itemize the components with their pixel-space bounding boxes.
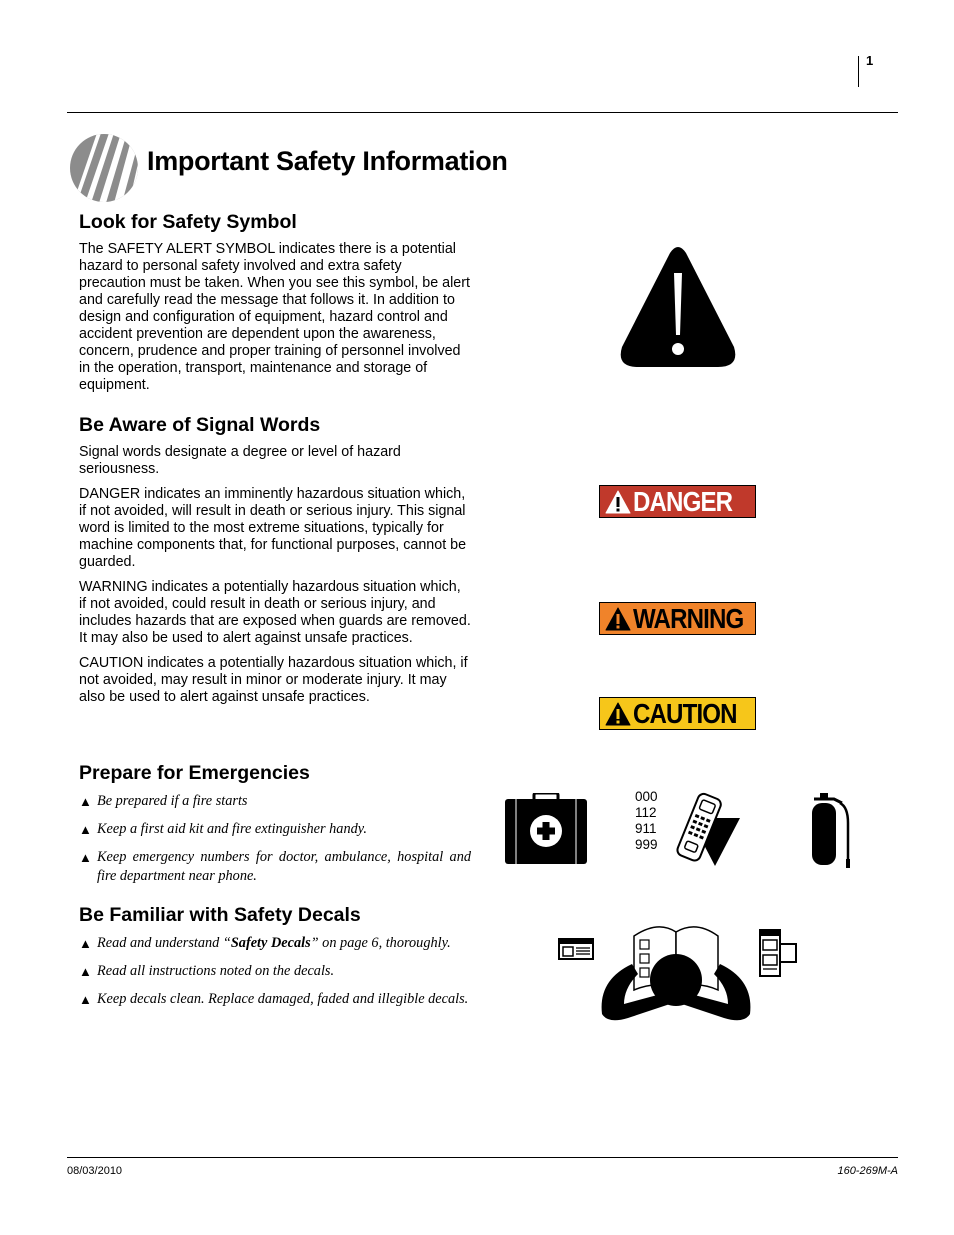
header-rule bbox=[67, 112, 898, 113]
bullet-triangle-icon: ▲ bbox=[79, 936, 92, 951]
section-safety-decals bbox=[79, 903, 471, 1018]
alert-triangle-icon bbox=[605, 702, 631, 726]
section-heading: Prepare for Emergencies bbox=[79, 762, 310, 784]
warning-decal bbox=[599, 602, 756, 635]
read-decals-icon bbox=[558, 918, 800, 1026]
list-item: ▲ Keep decals clean. Replace damaged, faded and illegible decals. bbox=[79, 991, 469, 1007]
danger-description: DANGER indicates an imminently hazardous situation which, if not avoided, will result in death or serious injury. This signal word is limited to the most extreme situations, typically for machine components that, for functional purposes, cannot be guarded. bbox=[79, 486, 467, 570]
bullet-triangle-icon: ▲ bbox=[79, 992, 92, 1007]
danger-label: DANGER bbox=[633, 485, 733, 517]
bullet-triangle-icon: ▲ bbox=[79, 794, 92, 809]
page-number: 1 bbox=[866, 53, 874, 68]
list-item: ▲ Keep emergency numbers for doctor, ambulance, hospital and fire department near phone. bbox=[79, 849, 471, 884]
section-heading: Be Familiar with Safety Decals bbox=[79, 904, 361, 926]
page-title: Important Safety Information bbox=[147, 146, 508, 176]
section-emergencies bbox=[79, 761, 471, 895]
first-aid-kit-icon bbox=[504, 793, 588, 865]
caution-decal bbox=[599, 697, 756, 730]
emergency-number: 000 bbox=[635, 789, 658, 804]
footer-document-id: 160-269M-A bbox=[837, 1165, 898, 1177]
list-item: ▲ Be prepared if a fire starts bbox=[79, 793, 248, 809]
section-safety-symbol bbox=[79, 210, 471, 402]
phone-icon bbox=[668, 790, 742, 868]
caution-description: CAUTION indicates a potentially hazardous situation which, if not avoided, may result in minor or moderate injury. It may also be used to alert against unsafe practices. bbox=[79, 655, 468, 705]
signal-intro: Signal words designate a degree or level of hazard seriousness. bbox=[79, 444, 401, 477]
alert-triangle-icon bbox=[605, 607, 631, 631]
warning-description: WARNING indicates a potentially hazardous situation which, if not avoided, could result in death or serious injury, and includes hazards that are exposed when guards are removed. It may also be used to alert against unsafe practices. bbox=[79, 579, 471, 646]
emergency-numbers bbox=[635, 789, 658, 853]
danger-decal bbox=[599, 485, 756, 518]
emergency-number: 112 bbox=[635, 805, 657, 820]
section-body: The SAFETY ALERT SYMBOL indicates there is a potential hazard to personal safety involved and extra safety precaution must be taken. When you see this symbol, be alert and carefully read the message that follows it. In addition to design and configuration of equipment, hazard control and accident prevention are dependent upon the awareness, concern, prudence and proper training of personnel involved in the operation, transport, maintenance and storage of equipment. bbox=[79, 241, 470, 393]
alert-triangle-icon bbox=[605, 490, 631, 514]
section-heading: Look for Safety Symbol bbox=[79, 211, 297, 233]
brand-logo-icon bbox=[69, 133, 139, 203]
section-signal-words bbox=[79, 413, 471, 714]
page-number-divider bbox=[858, 56, 859, 87]
safety-alert-symbol-icon bbox=[618, 243, 738, 369]
footer-date: 08/03/2010 bbox=[67, 1165, 123, 1177]
caution-label: CAUTION bbox=[633, 697, 737, 729]
section-heading: Be Aware of Signal Words bbox=[79, 414, 321, 436]
bullet-triangle-icon: ▲ bbox=[79, 822, 92, 837]
footer-rule bbox=[67, 1157, 898, 1158]
emergency-number: 999 bbox=[635, 837, 658, 852]
emergency-number: 911 bbox=[635, 821, 657, 836]
list-item: ▲ Keep a first aid kit and fire extinguisher handy. bbox=[79, 821, 367, 837]
warning-label: WARNING bbox=[633, 602, 744, 634]
fire-extinguisher-icon bbox=[806, 793, 852, 869]
bullet-triangle-icon: ▲ bbox=[79, 964, 92, 979]
list-item: ▲ Read all instructions noted on the decals. bbox=[79, 963, 335, 979]
safety-decals-reference[interactable]: Safety Decals bbox=[230, 935, 311, 951]
bullet-triangle-icon: ▲ bbox=[79, 850, 92, 865]
list-item: ▲ Read and understand “Safety Decals” on page 6, thoroughly. bbox=[79, 935, 451, 951]
